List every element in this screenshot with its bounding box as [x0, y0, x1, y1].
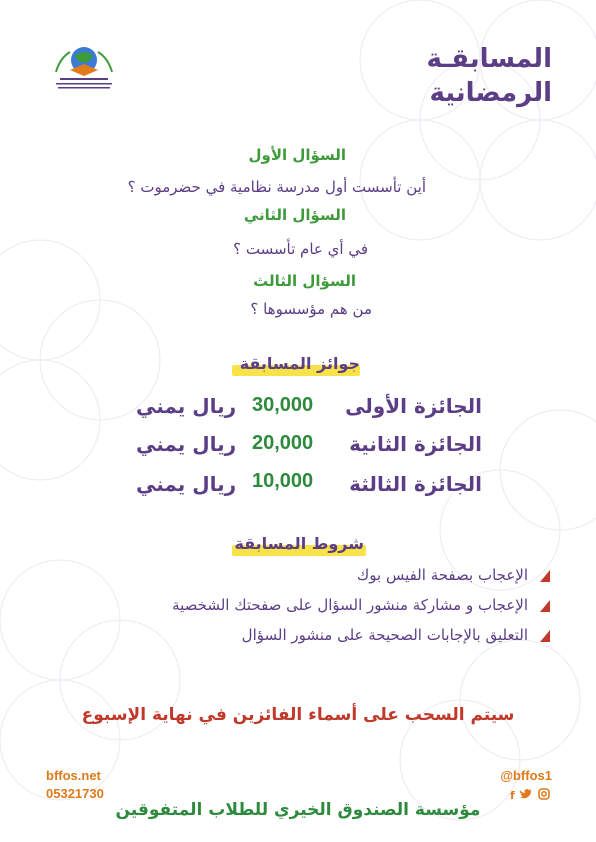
condition-1-bullet-icon [540, 570, 550, 582]
footer-phone: 05321730 [46, 786, 104, 801]
prize-1-name: الجائزة الأولى [345, 394, 482, 418]
prize-1-currency: ريال يمني [136, 394, 237, 418]
question-2-text: في أي عام تأسست ؟ [233, 240, 368, 258]
question-1-text: أين تأسست أول مدرسة نظامية في حضرموت ؟ [127, 178, 426, 196]
draw-announcement: سيتم السحب على أسماء الفائزين في نهاية الإسبوع [81, 705, 515, 725]
twitter-icon [519, 788, 533, 800]
question-1-heading: السؤال الأول [248, 146, 346, 164]
condition-2-bullet-icon [540, 600, 550, 612]
prize-3-currency: ريال يمني [136, 472, 237, 496]
question-3-heading: السؤال الثالث [253, 272, 356, 290]
prize-1-amount: 30,000 [252, 394, 314, 416]
organization-logo [46, 42, 122, 92]
condition-2: الإعجاب و مشاركة منشور السؤال على صفحتك الشخصية [172, 596, 528, 614]
prize-3-name: الجائزة الثالثة [349, 472, 482, 496]
footer-handle: @bffos1 [500, 768, 552, 783]
conditions-title: شروط المسابقة [234, 534, 364, 553]
question-3-text: من هم مؤسسوها ؟ [250, 300, 372, 318]
footer-website: bffos.net [46, 768, 101, 783]
facebook-icon: f [510, 789, 515, 802]
condition-3: التعليق بالإجابات الصحيحة على منشور السؤال [241, 626, 528, 644]
footer-organization: مؤسسة الصندوق الخيري للطلاب المتفوقين [115, 800, 481, 820]
prize-2-currency: ريال يمني [136, 432, 237, 456]
condition-3-bullet-icon [540, 630, 550, 642]
title-line-1: المسابقـة [426, 44, 552, 74]
prize-3-amount: 10,000 [252, 470, 314, 492]
condition-1: الإعجاب بصفحة الفيس بوك [356, 566, 528, 584]
question-2-heading: السؤال الثاني [243, 206, 346, 224]
instagram-icon [538, 788, 550, 800]
title-line-2: الرمضانية [429, 78, 552, 108]
prizes-title: جوائز المسابقة [239, 354, 360, 373]
prize-2-amount: 20,000 [252, 432, 314, 454]
prize-2-name: الجائزة الثانية [349, 432, 482, 456]
